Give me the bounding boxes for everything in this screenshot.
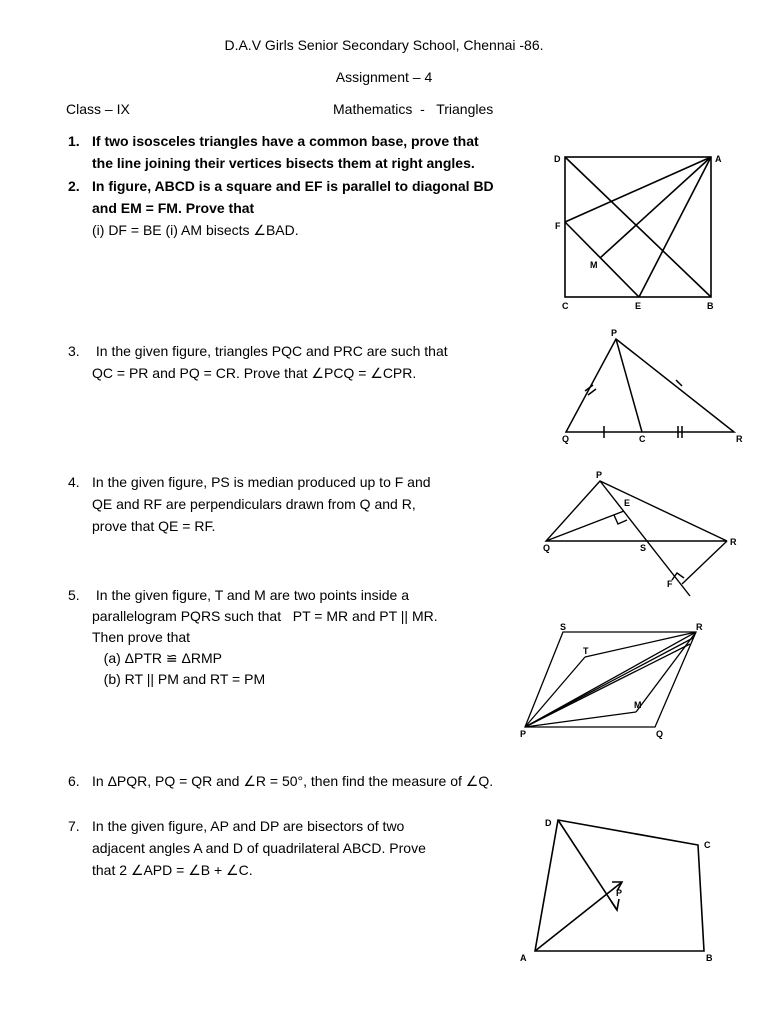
label-e: E — [635, 301, 642, 311]
arrowhead-ap — [612, 882, 622, 891]
question-7 — [0, 815, 768, 881]
question-line: If two isosceles triangles have a common base, prove that — [92, 133, 479, 149]
label-p: P — [611, 328, 618, 338]
question-line: In the given figure, AP and DP are bisectors of two — [92, 818, 405, 834]
label-r: R — [696, 622, 703, 632]
question-6 — [0, 770, 768, 792]
label-m: M — [590, 260, 598, 270]
label-d: D — [545, 818, 552, 828]
label-p: P — [520, 729, 527, 739]
question-line: (b) RT || PM and RT = PM — [92, 671, 266, 687]
question-line: In the given figure, T and M are two points inside a — [92, 587, 410, 603]
label-s: S — [640, 543, 647, 553]
assignment-title: Assignment – 4 — [335, 69, 433, 85]
question-4 — [0, 471, 768, 537]
label-q: Q — [543, 543, 551, 553]
question-line: that 2 ∠APD = ∠B + ∠C. — [92, 862, 253, 878]
perpendicular-rf — [682, 541, 727, 584]
question-2 — [0, 175, 768, 241]
question-line: In figure, ABCD is a square and EF is parallel to diagonal BD — [92, 178, 494, 194]
question-line: prove that QE = RF. — [92, 518, 216, 534]
label-b: B — [706, 953, 713, 963]
question-5 — [0, 584, 768, 694]
label-c: C — [704, 840, 711, 850]
label-a: A — [520, 953, 527, 963]
question-line: QE and RF are perpendiculars drawn from Q and R, — [92, 496, 416, 512]
label-c: C — [562, 301, 569, 311]
question-line: In the given figure, PS is median produced up to F and — [92, 474, 431, 490]
question-number: 5. — [68, 587, 80, 603]
question-number: 3. — [68, 343, 80, 359]
question-number: 6. — [68, 773, 80, 789]
subject-label: Mathematics - Triangles — [333, 101, 494, 117]
question-line: In the given figure, triangles PQC and PRC are such that — [92, 343, 448, 359]
label-p: P — [616, 888, 623, 898]
question-line: In ΔPQR, PQ = QR and ∠R = 50°, then find the measure of ∠Q. — [92, 773, 494, 789]
label-p: P — [596, 470, 603, 480]
label-q: Q — [656, 729, 664, 739]
class-label: Class – IX — [66, 101, 130, 117]
label-r: R — [730, 537, 737, 547]
label-b: B — [707, 301, 714, 311]
question-number: 2. — [68, 178, 80, 194]
arrowhead-dp — [611, 899, 619, 910]
question-line: and EM = FM. Prove that — [92, 200, 255, 216]
question-number: 7. — [68, 818, 80, 834]
tick-pq — [585, 385, 593, 391]
question-number: 1. — [68, 133, 80, 149]
question-line: parallelogram PQRS such that PT = MR and PT || MR. — [92, 608, 438, 624]
question-line: Then prove that — [92, 629, 191, 645]
question-line: QC = PR and PQ = CR. Prove that ∠PCQ = ∠CPR. — [92, 365, 417, 381]
label-s: S — [560, 622, 567, 632]
label-f: F — [667, 579, 673, 589]
label-e: E — [624, 498, 631, 508]
label-q: Q — [562, 434, 570, 444]
label-c: C — [639, 434, 646, 444]
bisector-ap — [535, 882, 622, 951]
label-m: M — [634, 700, 642, 710]
question-3 — [0, 340, 768, 384]
label-f: F — [555, 221, 561, 231]
tick-pq — [588, 389, 596, 395]
question-line: the line joining their vertices bisects them at right angles. — [92, 155, 475, 171]
label-a: A — [715, 154, 722, 164]
school-name: D.A.V Girls Senior Secondary School, Chennai -86. — [224, 37, 544, 53]
question-1 — [0, 130, 768, 174]
question-line: (a) ΔPTR ≌ ΔRMP — [92, 650, 222, 666]
question-line: adjacent angles A and D of quadrilateral ABCD. Prove — [92, 840, 426, 856]
label-t: T — [583, 646, 589, 656]
label-r: R — [736, 434, 743, 444]
label-d: D — [554, 154, 561, 164]
segment-pm — [525, 712, 636, 727]
question-number: 4. — [68, 474, 80, 490]
right-angle-f — [672, 573, 684, 580]
question-line: (i) DF = BE (i) AM bisects ∠BAD. — [92, 222, 299, 238]
